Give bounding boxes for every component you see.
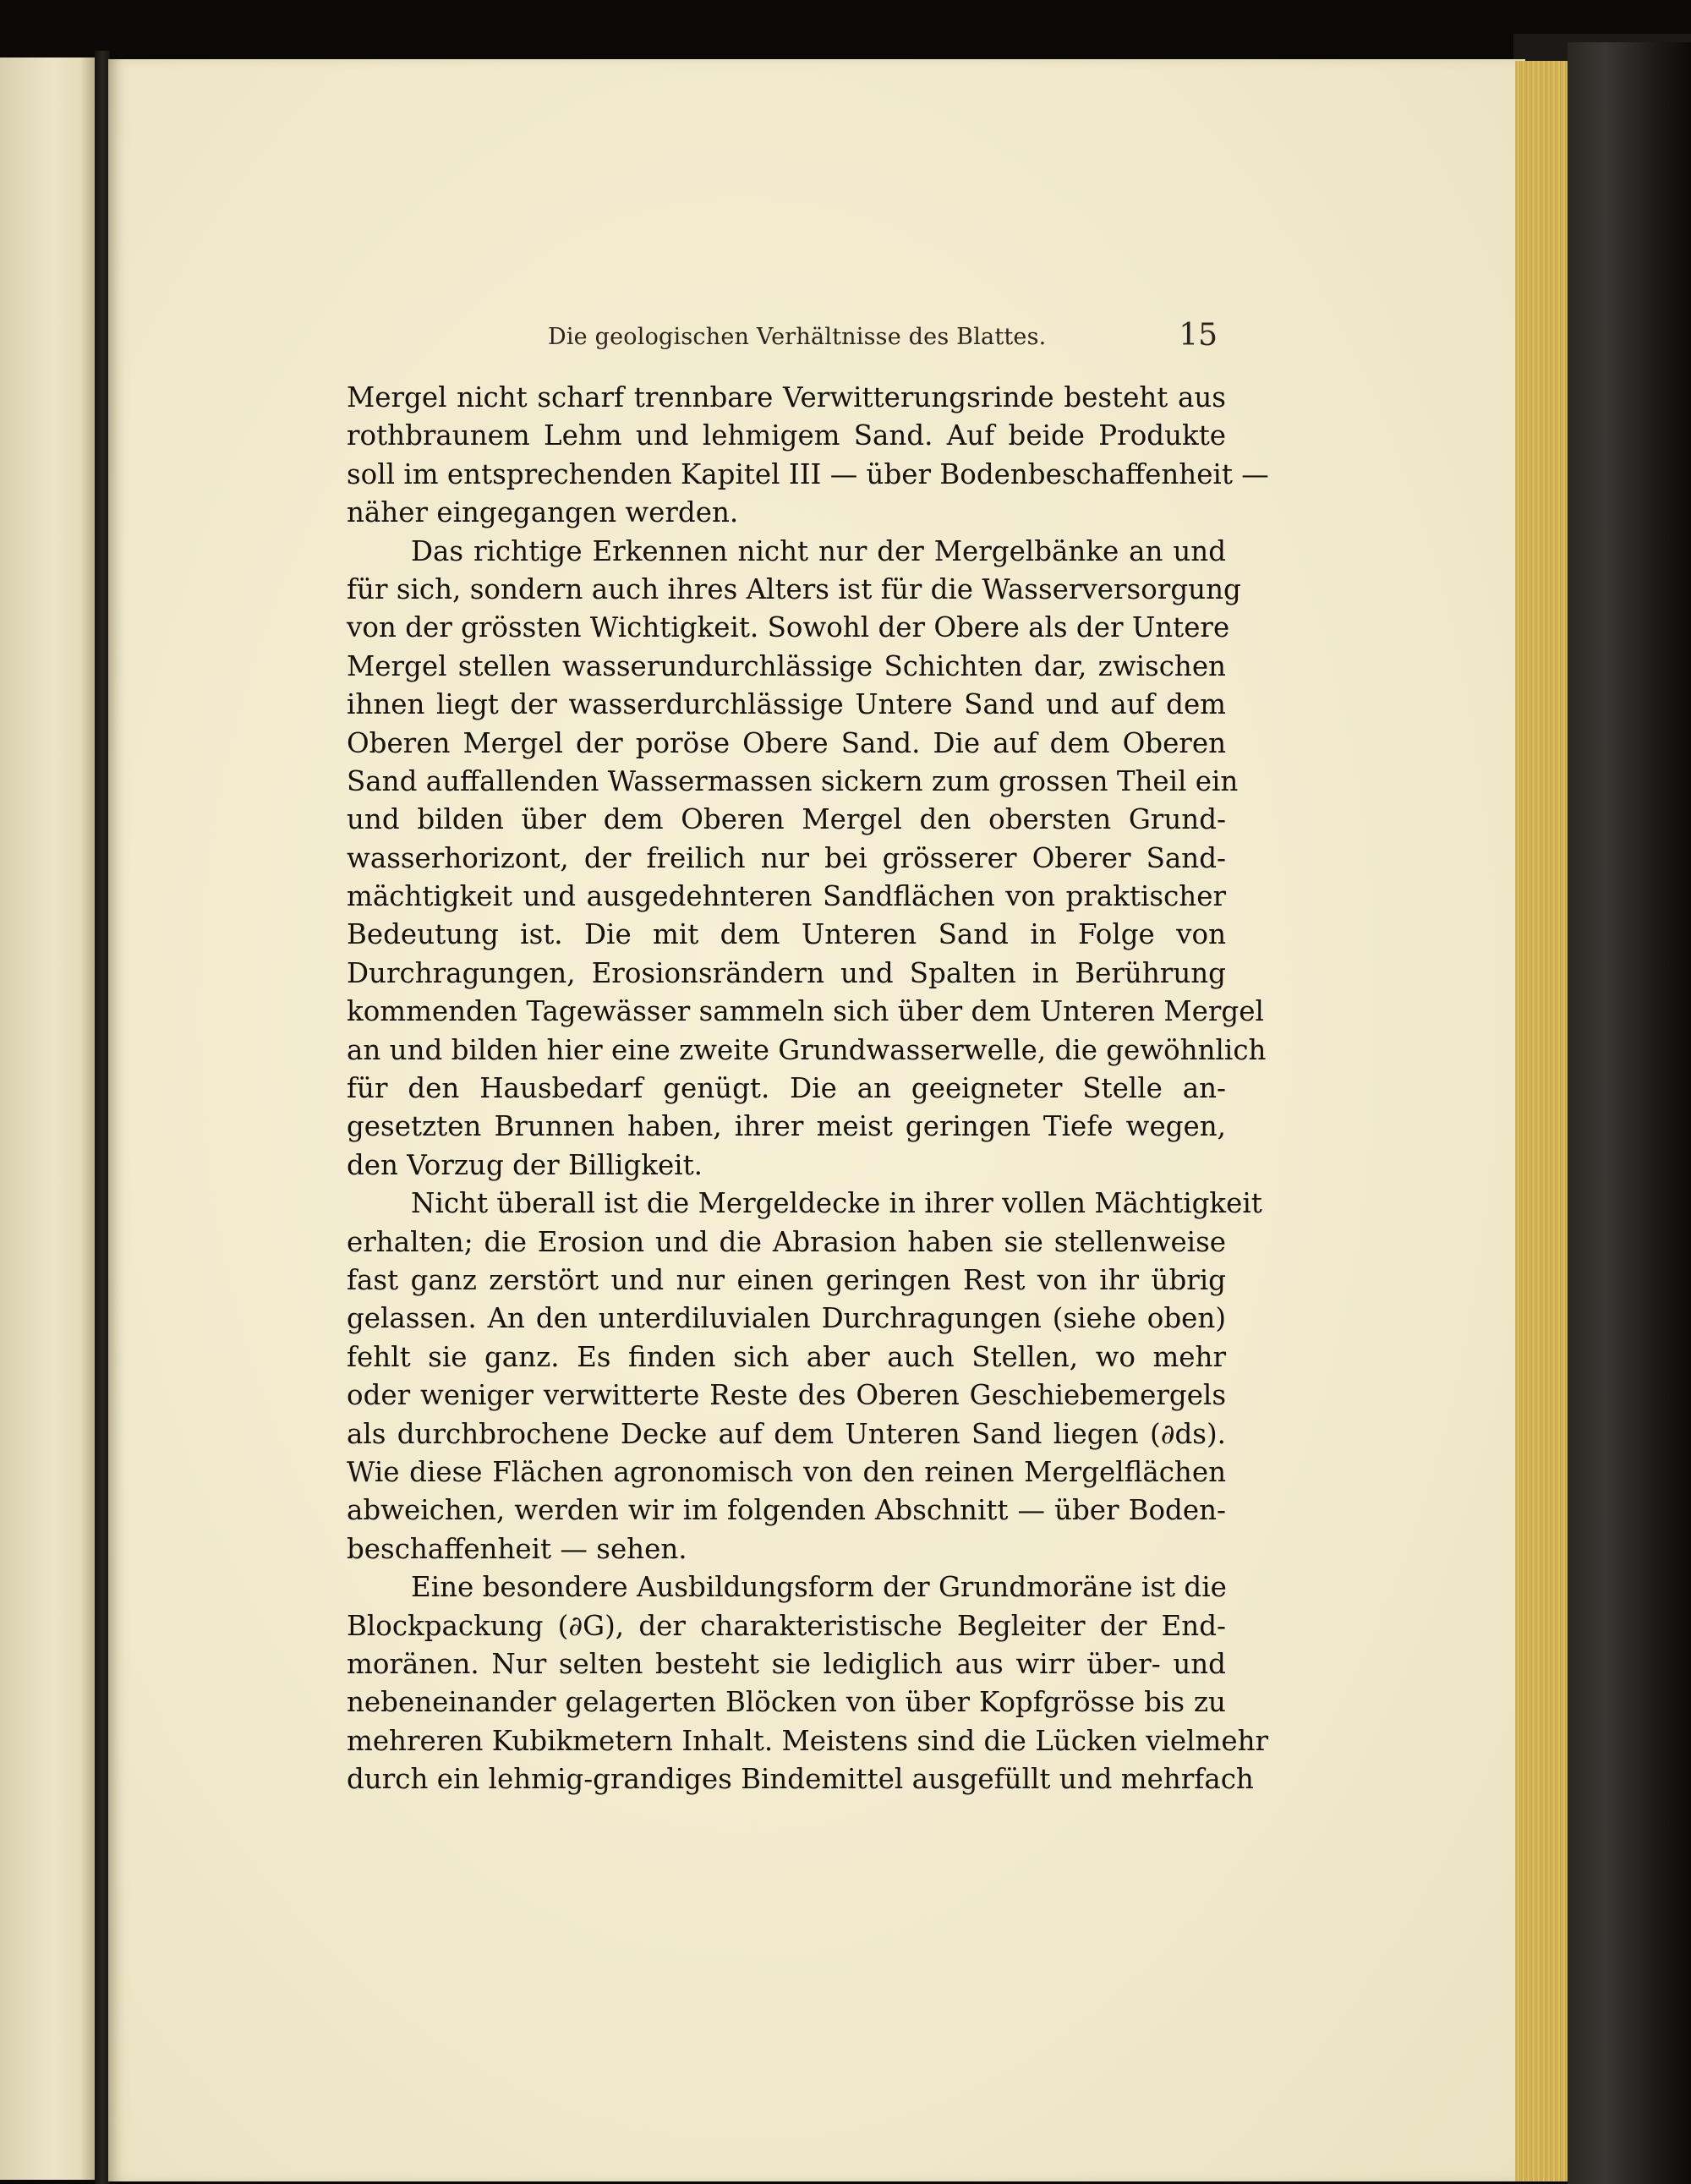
running-title: Die geologischen Verhältnisse des Blattes. [548,324,1047,350]
text-line: erhalten; die Erosion und die Abrasion haben sie stellenweise [347,1225,1226,1258]
text-line: Durchragungen, Erosionsrändern und Spalten in Berührung [347,956,1226,989]
text-line: Wie diese Flächen agronomisch von den reinen Mergelflächen [347,1455,1226,1488]
text-line: den Vorzug der Billigkeit. [347,1148,703,1181]
text-line: gesetzten Brunnen haben, ihrer meist geringen Tiefe wegen, [347,1110,1226,1143]
text-line: ihnen liegt der wasserdurchlässige Untere Sand und auf dem [347,688,1226,721]
body-text [347,379,1269,1798]
text-line: kommenden Tagewässer sammeln sich über dem Unteren Mergel [347,995,1264,1028]
text-line: wasserhorizont, der freilich nur bei grösserer Oberer Sand- [347,841,1226,874]
text-line: Blockpackung (∂G), der charakteristische Begleiter der End- [347,1609,1226,1642]
text-line: fehlt sie ganz. Es finden sich aber auch Stellen, wo mehr [347,1340,1226,1373]
text-line: rothbraunem Lehm und lehmigem Sand. Auf beide Produkte [347,419,1226,452]
text-line: nebeneinander gelagerten Blöcken von über Kopfgrösse bis zu [347,1686,1226,1719]
text-line: durch ein lehmig-grandiges Bindemittel ausgefüllt und mehrfach [347,1763,1254,1796]
text-line: für sich, sondern auch ihres Alters ist für die Wasserversorgung [347,572,1241,605]
text-line: näher eingegangen werden. [347,496,739,529]
text-line: moränen. Nur selten besteht sie lediglich aus wirr über- und [347,1647,1226,1680]
text-line: oder weniger verwitterte Reste des Oberen Geschiebemergels [347,1379,1226,1412]
text-line: beschaffenheit — sehen. [347,1532,687,1565]
text-line: mehreren Kubikmetern Inhalt. Meistens sind die Lücken vielmehr [347,1724,1269,1757]
text-line: Mergel stellen wasserundurchlässige Schichten dar, zwischen [347,649,1226,682]
text-line: für den Hausbedarf genügt. Die an geeigneter Stelle an- [347,1072,1226,1105]
text-line: abweichen, werden wir im folgenden Abschnitt — über Boden- [347,1494,1226,1527]
text-line: von der grössten Wichtigkeit. Sowohl der Obere als der Untere [347,611,1230,644]
text-line: Bedeutung ist. Die mit dem Unteren Sand in Folge von [347,918,1226,951]
text-line: mächtigkeit und ausgedehnteren Sandflächen von praktischer [347,880,1226,913]
text-line: und bilden über dem Oberen Mergel den obersten Grund- [347,803,1226,836]
page-number: 15 [1179,318,1218,353]
paragraph-first-line: Nicht überall ist die Mergeldecke in ihrer vollen Mächtigkeit [411,1187,1262,1220]
text-line: Mergel nicht scharf trennbare Verwitterungsrinde besteht aus [347,381,1226,413]
text-line: soll im entsprechenden Kapitel III — über Bodenbeschaffenheit — [347,457,1269,490]
text-line: Oberen Mergel der poröse Obere Sand. Die auf dem Oberen [347,726,1226,759]
text-line: fast ganz zerstört und nur einen geringen Rest von ihr übrig [347,1263,1226,1296]
text-line: als durchbrochene Decke auf dem Unteren Sand liegen (∂ds). [347,1417,1226,1450]
paragraph-first-line: Das richtige Erkennen nicht nur der Mergelbänke an und [411,534,1226,567]
paragraph-first-line: Eine besondere Ausbildungsform der Grundmoräne ist die [411,1571,1227,1604]
text-line: Sand auffallenden Wassermassen sickern zum grossen Theil ein [347,764,1239,797]
book-cover-spine [1568,42,1691,2184]
text-line: an und bilden hier eine zweite Grundwasserwelle, die gewöhnlich [347,1033,1267,1066]
text-line: gelassen. An den unterdiluvialen Durchragungen (siehe oben) [347,1302,1226,1335]
page-block-edges [1515,61,1568,2181]
previous-page-edge [0,57,95,2180]
running-head [548,318,1218,357]
